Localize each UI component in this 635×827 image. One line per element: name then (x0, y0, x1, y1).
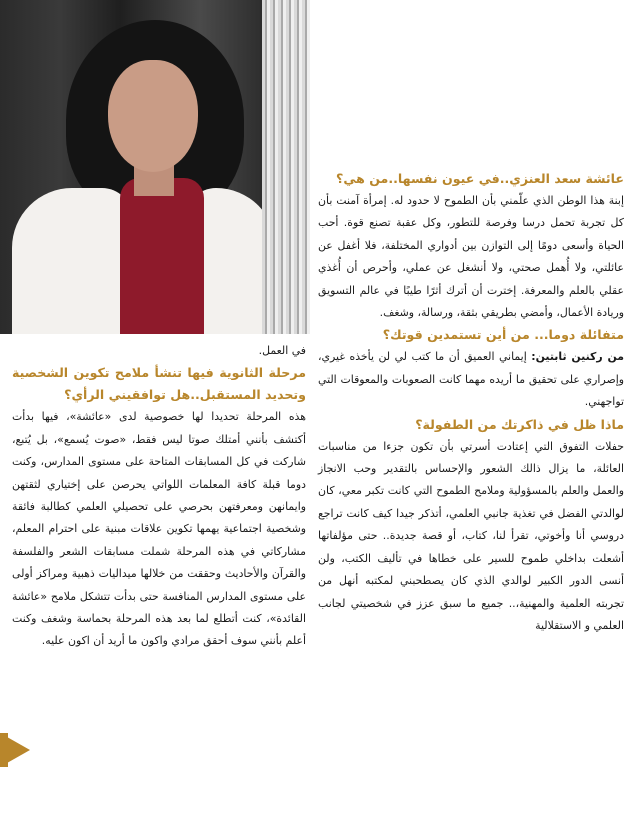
question-heading-2: متفائلة دوما... من أين تستمدين قوتك؟ (382, 327, 624, 343)
answer-text: إيماني العميق أن ما كتب لي لن يأخذه غيري، وإصراري على تحقيق ما أريده مهما كانت الصعوبات والمعوقات التي تواجهني. (318, 350, 624, 409)
curtain-backdrop (262, 0, 310, 334)
portrait-photo (0, 0, 310, 334)
question-heading-1: عائشة سعد العنزي..في عيون نفسها..من هي؟ (336, 171, 624, 186)
right-column (318, 168, 624, 637)
answer-paragraph-3: حفلات التفوق التي إعتادت أسرتي بأن تكون جزءا من مناسبات العائلة، ما يزال ذالك الشعور والإحساس بالتقدير وحب الانجاز والعمل والعلم بالمسؤولية وملامح الطموح التي كانت تكبر معي، كان لوالدتي الفضل في تغذية جانبي العلمي، أتذكر جيدا كيف كانت تراجع دروسي أنا وأخوتي، تقرأ لنا، كتاب، أو قصة جديدة.. حتى مؤلفاتها أشعلت بداخلي طموح للسير على خطاها في تأليف الكتب، ولن أنسى الدور الكبير لوالدي الذي كان يصطحبني لمكتبه أنهل من تجربته العلمية والمهنية،.. جميع ما سبق عزز في شخصيتي لجانب العلمي و الاستقلالية (318, 439, 624, 632)
answer-paragraph-4: هذه المرحلة تحديدا لها خصوصية لدى «عائشة»، فيها بدأت أكتشف بأنني أمتلك صوتا ليس فقط، «صوت يُسمع»، بل يُتبع، شاركت في كل المسابقات المتاحة على مستوى المدارس، وكنت دوما قبلة كافة المعلمات اللواتي يحرصن على إختياري لثقتهن وايمانهن ومعرفتهن بحرصي على تحصيلي العلمي كطالبة فائقة وشخصية اجتماعية يهمها تكوين علاقات مبنية على احترام المعلم، مشاركاتي في هذه المرحلة شملت مسابقات الشعر والفلسفة والقرآن والأحاديث وحققت من خلالها ميداليات ذهبية ومراكز أولى على مستوى المدارس المنافسة حتى بدأت تتشكل ملامح «عائشة القائدة»، كنت أتطلع لما بعد هذه المرحلة بحماسة وشغف وكنت أعلم بأنني سوف أحقق مرادي واكون ما أريد أن اكون عليه. (12, 410, 306, 648)
answer-paragraph-1: إبنة هذا الوطن الذي علّمني بأن الطموح لا حدود له. إمرأة آمنت بأن كل تجربة تحمل درسا وفرصة للتطور، وكل عقبة تصنع قوة. أحب الحياة وأسعى دومًا إلى التوازن بين أدواري المختلفة، فلا أغفل عن عائلتي، ولا أُهمل صحتي، ولا أنشغل عن عملي، وأحرص أن أُغذي عقلي بالعلم والمعرفة. إخترت أن أترك أثرًا طيبًا في عالم التسويق وريادة الأعمال، وأمضي بطريقي بثقة، ورسالة، وشغف. (318, 194, 624, 320)
answer-paragraph-2 (318, 346, 624, 413)
left-column (12, 340, 306, 653)
question-heading-4: مرحلة الثانوية فيها تنشأ ملامح تكوين الشخصية وتحديد المستقبل..هل توافقيني الرأي؟ (12, 365, 306, 403)
carry-over-text: في العمل. (258, 344, 306, 357)
answer-lead: من ركنين ثابتين: (531, 350, 624, 364)
question-heading-3: ماذا ظل في ذاكرتك من الطفولة؟ (415, 416, 624, 432)
page-marker-arrow (0, 733, 30, 767)
